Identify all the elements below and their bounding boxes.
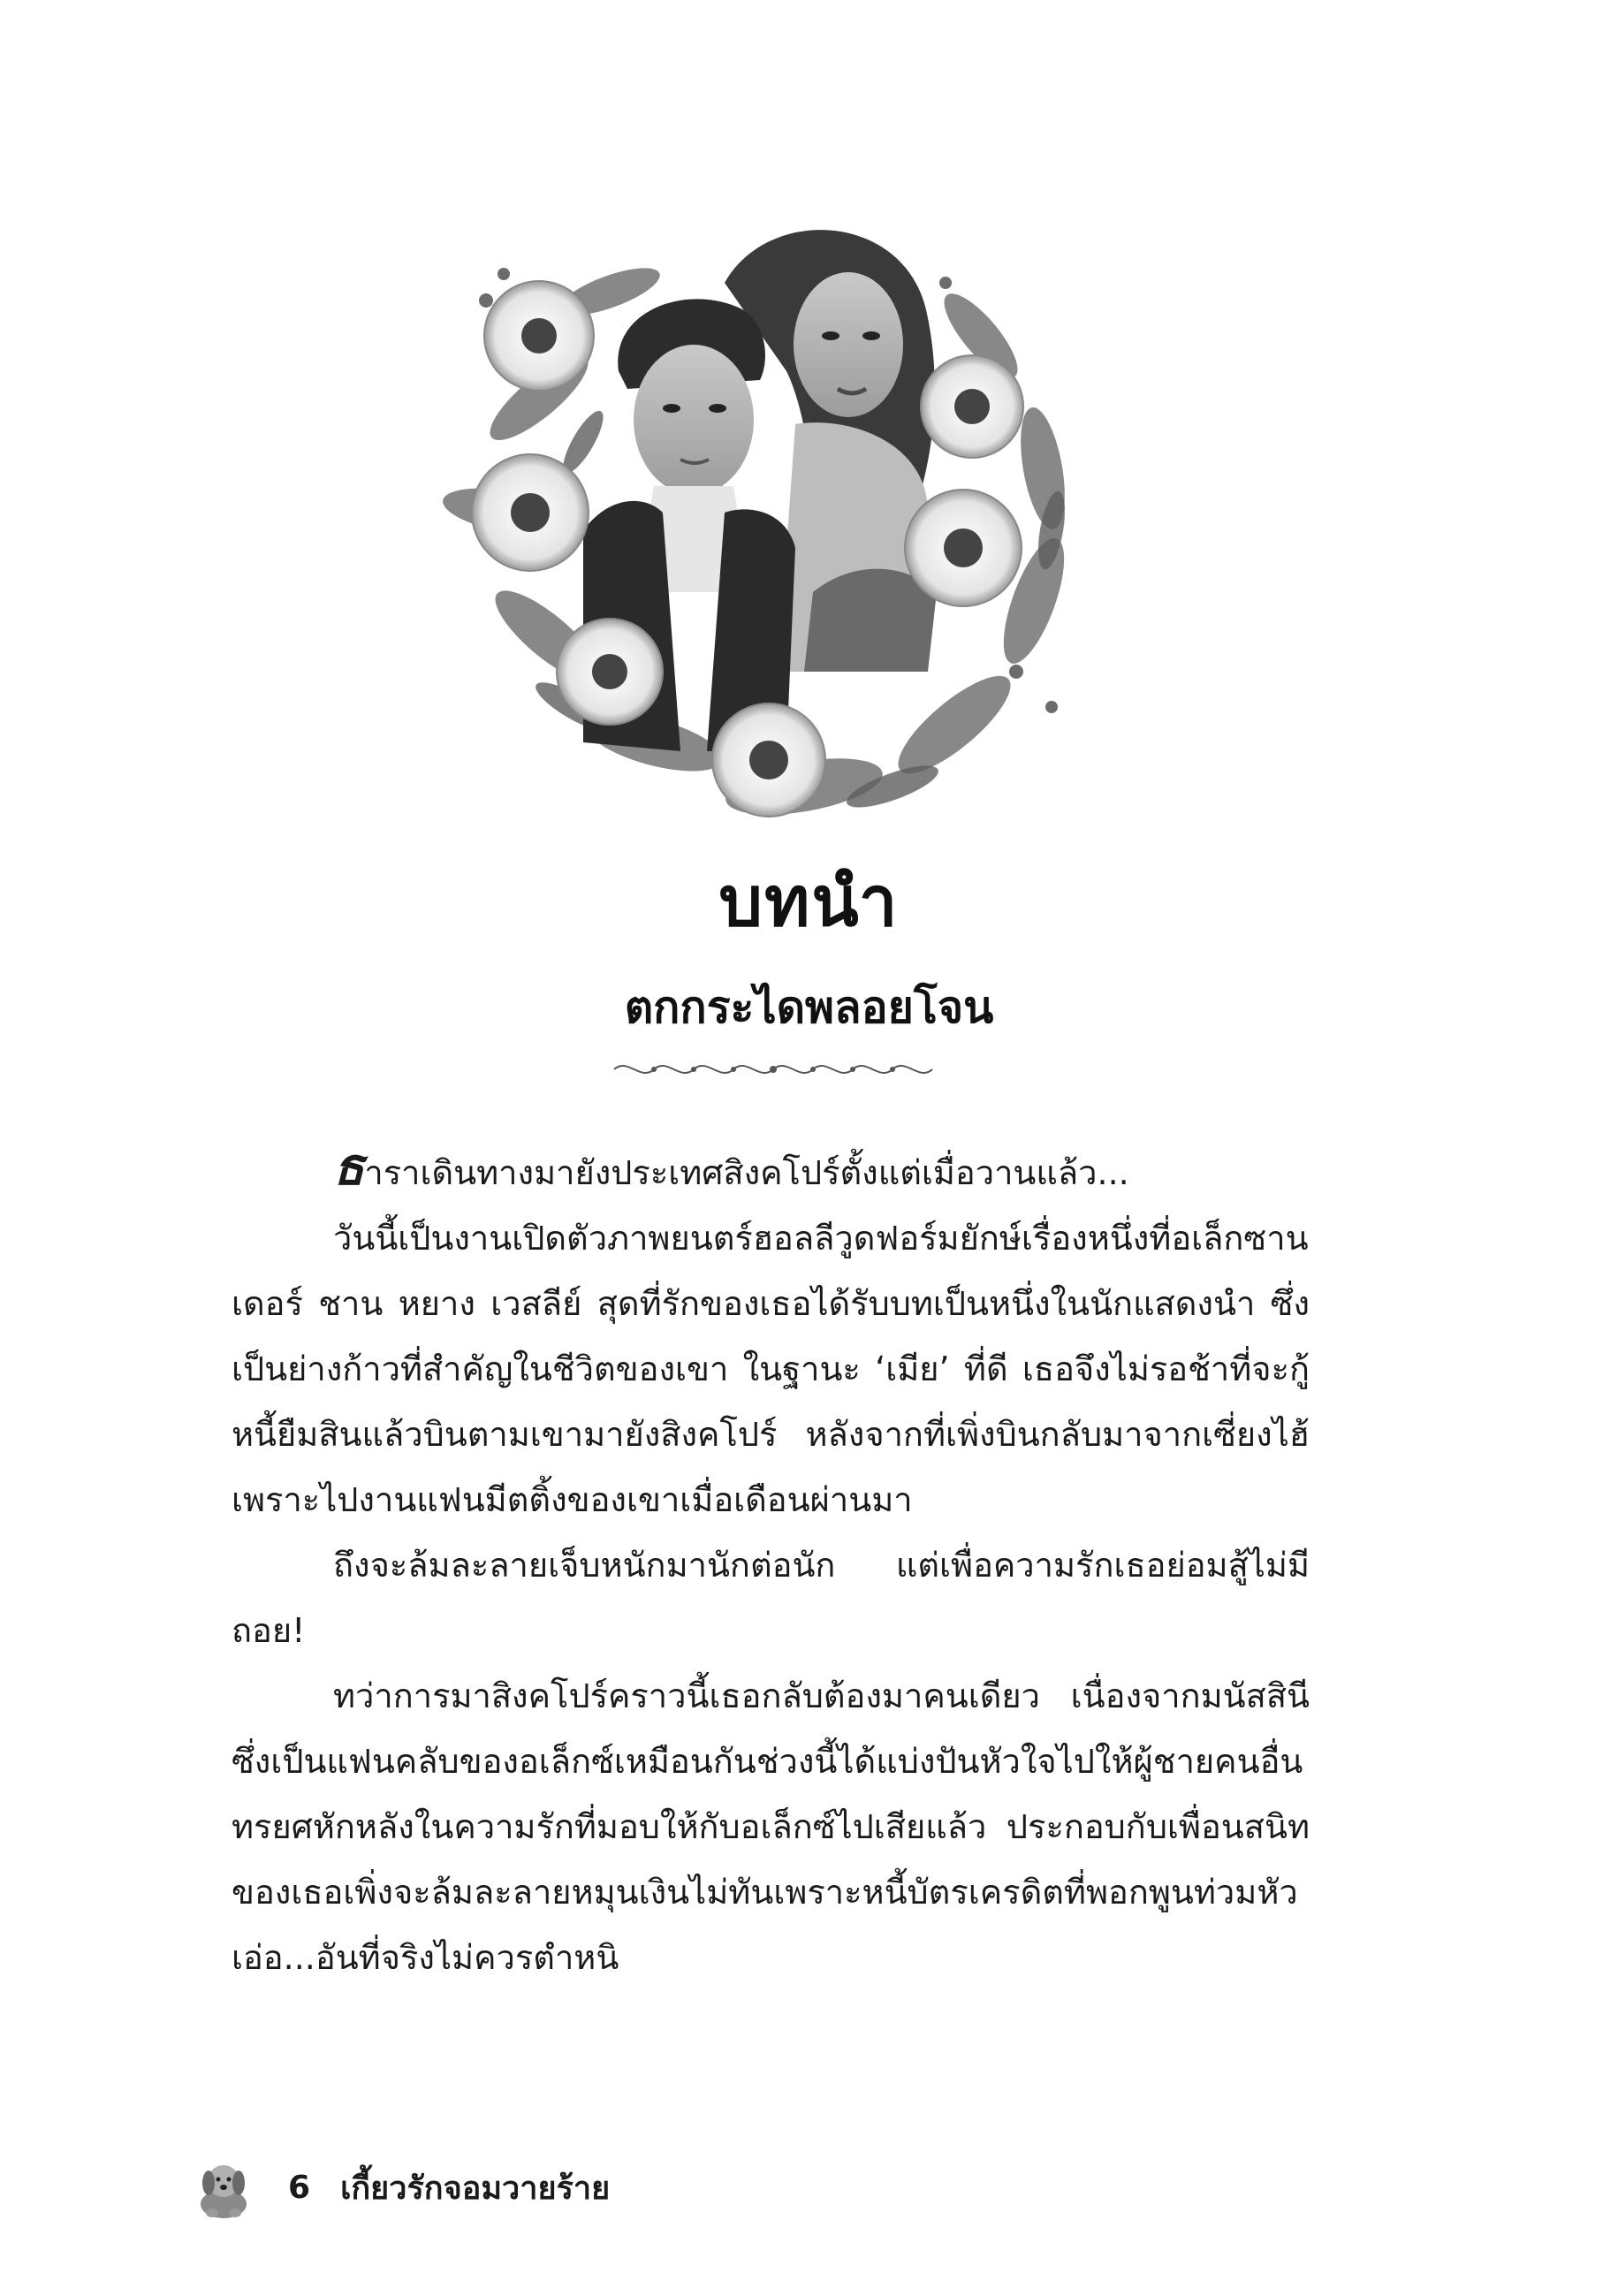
page-footer [194,2152,901,2223]
paragraph: ถึงจะล้มละลายเจ็บหนักมานักต่อนัก แต่เพื่อความรักเธอย่อมสู้ไม่มีถอย! [232,1546,1310,1650]
book-title: เกี้ยวรักจอมวายร้าย [340,2170,611,2207]
couple-floral-wreath-illustration [433,177,1105,848]
paragraph: ทว่าการมาสิงคโปร์คราวนี้เธอกลับต้องมาคนเดียว เนื่องจากมนัสสินีซึ่งเป็นแฟนคลับของอเล็กซ์เหมือนกันช่วงนี้ได้แบ่งปันหัวใจไปให้ผู้ชายคนอื่น ทรยศหักหลังในความรักที่มอบให้กับอเล็กซ์ไปเสียแล้ว ประกอบกับเพื่อนสนิทของเธอเพิ่งจะล้มละลายหมุนเงินไม่ทันเพราะหนี้บัตรเครดิตที่พอกพูนท่วมหัว เอ่อ...อันที่จริงไม่ควรตำหนิ [232,1676,1310,1977]
puppy-icon [194,2155,253,2220]
paragraph: วันนี้เป็นงานเปิดตัวภาพยนตร์ฮอลลีวูดฟอร์มยักษ์เรื่องหนึ่งที่อเล็กซานเดอร์ ชาน หยาง เวสลีย์ สุดที่รักของเธอได้รับบทเป็นหนึ่งในนักแสดงนำ ซึ่งเป็นย่างก้าวที่สำคัญในชีวิตของเขา ในฐานะ ‘เมีย’ ที่ดี เธอจึงไม่รอช้าที่จะกู้หนี้ยืมสินแล้วบินตามเขามายังสิงคโปร์ หลังจากที่เพิ่งบินกลับมาจากเซี่ยงไฮ้เพราะไปงานแฟนมีตติ้งของเขาเมื่อเดือนผ่านมา [232,1219,1310,1519]
body-text [232,1137,1310,1990]
chapter-title: บทนำ [718,863,900,942]
chapter-subtitle: ตกกระไดพลอยโจน [624,982,994,1033]
paragraph: ธาราเดินทางมายังประเทศสิงคโปร์ตั้งแต่เมื่อวานแล้ว... [333,1137,1129,1197]
ornament-divider-icon [610,1053,937,1085]
drop-cap: ธ [333,1137,365,1197]
page-number: 6 [288,2169,311,2206]
